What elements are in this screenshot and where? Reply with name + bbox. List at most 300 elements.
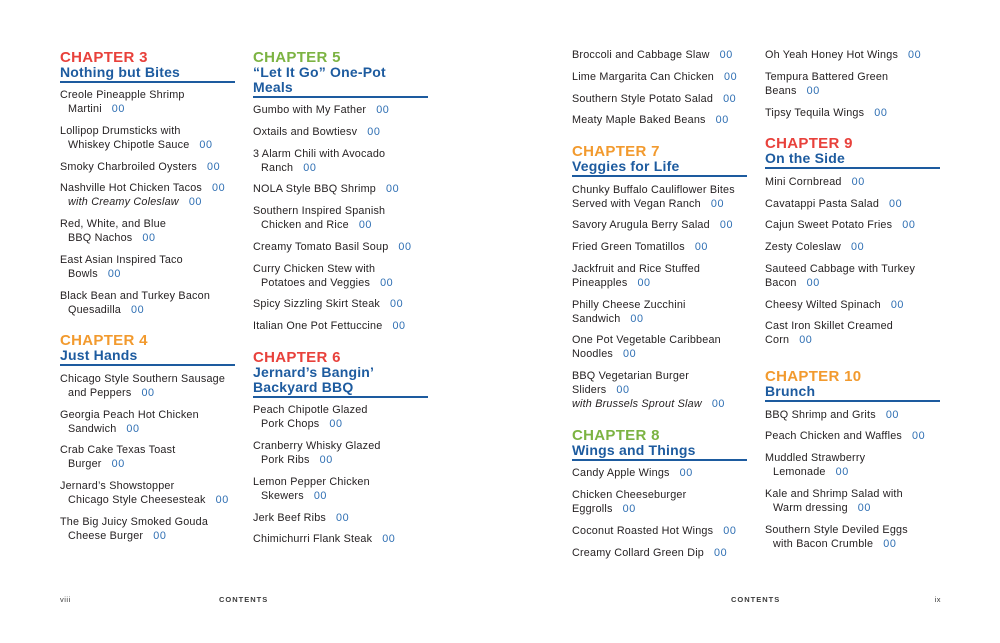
toc-entry	[253, 511, 428, 525]
recipe-title: Lollipop Drumsticks with	[60, 124, 181, 137]
recipe-title: Pork Chops	[261, 418, 320, 431]
entry-page-number: 00	[111, 458, 125, 471]
recipe-title: Tipsy Tequila Wings	[765, 106, 865, 119]
entry-line	[253, 262, 428, 276]
toc-entry	[60, 217, 235, 245]
entry-page-number: 00	[623, 348, 637, 361]
entry-line	[765, 465, 940, 479]
recipe-title: Smoky Charbroiled Oysters	[60, 160, 198, 173]
recipe-title: Chicken and Rice	[261, 219, 349, 231]
recipe-title: Tempura Battered Green	[765, 70, 889, 83]
entry-line	[765, 333, 940, 347]
recipe-title: Creole Pineapple Shrimp	[60, 89, 185, 101]
recipe-title: and Peppers	[68, 386, 132, 399]
toc-entry	[765, 319, 940, 347]
entry-page-number: 00	[392, 320, 406, 332]
entry-line	[572, 502, 747, 516]
entry-line	[253, 276, 428, 290]
entry-line	[765, 276, 940, 290]
entry-line	[60, 181, 235, 195]
entry-line	[765, 262, 940, 276]
recipe-title: Lemon Pepper Chicken	[253, 475, 370, 488]
toc-entry	[253, 182, 428, 196]
recipe-title: Georgia Peach Hot Chicken	[60, 408, 199, 421]
recipe-title: Ranch	[261, 161, 294, 174]
entry-line	[60, 102, 235, 116]
entry-line	[60, 515, 235, 529]
recipe-title: Chimichurri Flank Steak	[253, 533, 373, 546]
entry-page-number: 00	[630, 312, 644, 325]
toc-entry	[765, 523, 940, 551]
toc-entry	[765, 298, 940, 312]
entry-line	[572, 312, 747, 326]
entry-line	[60, 386, 235, 400]
chapter-title-line: Veggies for Life	[572, 158, 680, 174]
recipe-title: Pineapples	[572, 276, 628, 289]
entry-page-number: 00	[131, 303, 145, 316]
entry-line	[765, 298, 940, 312]
toc-entry	[60, 408, 235, 436]
recipe-title: Beans	[765, 84, 797, 97]
recipe-title: Kale and Shrimp Salad with	[765, 487, 903, 500]
entry-page-number: 00	[215, 494, 229, 506]
chapter-heading	[572, 428, 747, 461]
entry-page-number: 00	[319, 454, 333, 466]
toc-entry	[60, 289, 235, 317]
toc-entry	[765, 451, 940, 479]
recipe-title: Southern Style Potato Salad	[572, 92, 714, 105]
chapter-title-line: Meals	[253, 78, 293, 95]
toc-entry	[253, 262, 428, 290]
recipe-title: Creamy Tomato Basil Soup	[253, 240, 389, 253]
entry-page-number: 00	[141, 386, 155, 399]
right-page	[500, 0, 1000, 643]
entry-page-number: 00	[622, 503, 636, 515]
recipe-title: Chicago Style Southern Sausage	[60, 372, 226, 385]
recipe-title: Nashville Hot Chicken Tacos	[60, 182, 203, 195]
recipe-title: 3 Alarm Chili with Avocado	[253, 147, 386, 160]
entry-page-number: 00	[806, 276, 820, 289]
entry-page-number: 00	[207, 160, 221, 173]
entry-line	[765, 240, 940, 254]
entry-line	[765, 48, 940, 62]
entry-variation	[572, 397, 747, 411]
entry-page-number: 00	[303, 161, 317, 174]
entry-line	[60, 267, 235, 281]
entry-page-number: 00	[679, 467, 693, 480]
entry-line	[765, 70, 940, 84]
entry-page-number: 00	[386, 183, 400, 196]
recipe-title: Cavatappi Pasta Salad	[765, 197, 880, 210]
recipe-title: with Bacon Crumble	[773, 537, 874, 550]
toc-entry	[765, 106, 940, 120]
toc-column	[572, 48, 747, 567]
toc-entry	[765, 262, 940, 290]
entry-page-number: 00	[902, 219, 916, 232]
recipe-title: Curry Chicken Stew with	[253, 262, 376, 275]
entry-page-number: 00	[835, 466, 849, 478]
entry-page-number: 00	[390, 298, 404, 311]
entry-line	[572, 197, 747, 211]
toc-entry	[572, 369, 747, 411]
entry-line	[572, 113, 747, 127]
chapter-number: CHAPTER 8	[572, 426, 660, 444]
recipe-title: Coconut Roasted Hot Wings	[572, 524, 714, 537]
recipe-title: Muddled Strawberry	[765, 452, 866, 464]
toc-column	[765, 48, 940, 558]
recipe-title: Whiskey Chipotle Sauce	[68, 138, 190, 151]
toc-entry	[765, 429, 940, 443]
entry-line	[253, 417, 428, 431]
entry-line	[765, 218, 940, 232]
entry-line	[253, 204, 428, 218]
chapter-heading	[253, 50, 428, 98]
entry-page-number: 00	[723, 524, 737, 537]
entry-line	[765, 319, 940, 333]
entry-line	[253, 453, 428, 467]
recipe-title: Jernard’s Showstopper	[60, 480, 175, 492]
chapter-title-line: Nothing but Bites	[60, 63, 181, 80]
toc-entry	[253, 532, 428, 546]
recipe-title: Lime Margarita Can Chicken	[572, 70, 715, 83]
entry-line	[253, 103, 428, 117]
entry-line	[253, 475, 428, 489]
chapter-number: CHAPTER 3	[60, 48, 148, 66]
entry-page-number: 00	[329, 418, 343, 431]
entry-page-number: 00	[883, 537, 897, 550]
toc-entry	[765, 218, 940, 232]
toc-column	[253, 50, 428, 555]
chapter-title	[253, 365, 428, 398]
recipe-title: Gumbo with My Father	[253, 104, 367, 116]
entry-page-number: 00	[694, 241, 709, 253]
recipe-title: Cajun Sweet Potato Fries	[765, 219, 893, 232]
entry-page-number: 00	[111, 103, 126, 115]
recipe-title: Mini Cornbread	[765, 175, 842, 188]
entry-page-number: 00	[719, 219, 734, 232]
recipe-title: Chicago Style Cheesesteak	[68, 494, 206, 506]
entry-page-number: 00	[710, 197, 725, 210]
chapter-title	[572, 443, 747, 461]
toc-entry	[765, 48, 940, 62]
toc-entry	[253, 125, 428, 139]
entry-line	[253, 489, 428, 503]
toc-entry	[572, 298, 747, 326]
chapter-number: CHAPTER 9	[765, 135, 853, 153]
entry-line	[765, 197, 940, 211]
entry-page-number: 00	[890, 298, 905, 311]
entry-line	[572, 466, 747, 480]
entry-page-number: 00	[126, 422, 140, 435]
entry-line	[60, 443, 235, 457]
recipe-title: Jerk Beef Ribs	[253, 511, 327, 524]
entry-line	[572, 546, 747, 560]
entry-line	[765, 523, 940, 537]
page-number: ix	[934, 595, 941, 604]
recipe-title: Quesadilla	[68, 303, 122, 316]
entry-page-number: 00	[336, 511, 350, 524]
entry-page-number: 00	[313, 489, 328, 502]
toc-entry	[60, 88, 235, 116]
toc-entry	[253, 297, 428, 311]
recipe-title: Served with Vegan Ranch	[572, 197, 701, 210]
recipe-title: Potatoes and Veggies	[261, 276, 371, 289]
toc-entry	[60, 372, 235, 400]
chapter-heading	[60, 50, 235, 83]
toc-entry	[765, 487, 940, 515]
entry-page-number: 00	[367, 125, 381, 138]
entry-line	[60, 493, 235, 507]
variation-title: with Brussels Sprout Slaw	[572, 398, 702, 410]
entry-line	[572, 218, 747, 232]
entry-line	[765, 408, 940, 422]
entry-line	[572, 183, 747, 197]
entry-page-number: 00	[616, 384, 630, 396]
recipe-title: Bacon	[765, 276, 797, 289]
recipe-title: Meaty Maple Baked Beans	[572, 114, 706, 127]
entry-page-number: 00	[188, 196, 203, 209]
entry-line	[253, 240, 428, 254]
entry-line	[60, 303, 235, 317]
chapter-title	[60, 348, 235, 366]
recipe-title: Martini	[68, 103, 102, 115]
entry-page-number: 00	[719, 49, 733, 61]
entry-line	[765, 106, 940, 120]
recipe-title: Oh Yeah Honey Hot Wings	[765, 49, 899, 61]
entry-page-number: 00	[380, 276, 394, 289]
entry-page-number: 00	[714, 546, 728, 559]
entry-page-number: 00	[398, 240, 412, 253]
entry-line	[253, 147, 428, 161]
entry-line	[60, 289, 235, 303]
entry-line	[253, 218, 428, 232]
chapter-title-line: Brunch	[765, 383, 816, 399]
toc-entry	[60, 515, 235, 543]
entry-line	[572, 369, 747, 383]
toc-entry	[60, 160, 235, 174]
recipe-title: The Big Juicy Smoked Gouda	[60, 515, 209, 528]
entry-line	[572, 276, 747, 290]
toc-column	[60, 50, 235, 551]
chapter-title-line: On the Side	[765, 150, 845, 167]
running-head: CONTENTS	[219, 595, 269, 604]
recipe-title: BBQ Nachos	[68, 232, 133, 244]
recipe-title: NOLA Style BBQ Shrimp	[253, 183, 377, 196]
recipe-title: Sandwich	[572, 312, 621, 325]
entry-line	[60, 160, 235, 174]
entry-page-number: 00	[885, 408, 900, 421]
entry-line	[765, 537, 940, 551]
entry-line	[60, 217, 235, 231]
entry-line	[60, 253, 235, 267]
recipe-title: Spicy Sizzling Skirt Steak	[253, 298, 381, 311]
entry-line	[60, 124, 235, 138]
toc-entry	[572, 183, 747, 211]
recipe-title: Sliders	[572, 384, 607, 396]
chapter-number: CHAPTER 6	[253, 348, 341, 366]
entry-page-number: 00	[107, 267, 122, 280]
toc-entry	[572, 218, 747, 232]
chapter-number: CHAPTER 10	[765, 368, 862, 385]
entry-page-number: 00	[851, 241, 865, 253]
toc-entry	[572, 113, 747, 127]
chapter-heading	[765, 136, 940, 169]
entry-line	[253, 161, 428, 175]
entry-page-number: 00	[723, 92, 737, 105]
entry-page-number: 00	[199, 138, 213, 151]
recipe-title: Peach Chicken and Waffles	[765, 430, 903, 443]
entry-line	[253, 125, 428, 139]
entry-line	[60, 138, 235, 152]
recipe-title: East Asian Inspired Taco	[60, 253, 183, 266]
recipe-title: Southern Inspired Spanish	[253, 205, 386, 217]
toc-entry	[60, 253, 235, 281]
chapter-heading	[253, 350, 428, 398]
toc-entry	[572, 333, 747, 361]
recipe-title: Skewers	[261, 489, 304, 502]
toc-entry	[572, 466, 747, 480]
chapter-title	[60, 65, 235, 83]
toc-entry	[572, 48, 747, 62]
entry-line	[60, 457, 235, 471]
recipe-title: Savory Arugula Berry Salad	[572, 219, 710, 232]
chapter-title-line: “Let It Go” One-Pot	[253, 63, 386, 80]
toc-entry	[765, 70, 940, 98]
entry-line	[765, 429, 940, 443]
recipe-title: Corn	[765, 334, 790, 347]
chapter-title-line: Jernard’s Bangin’	[253, 363, 375, 380]
toc-entry	[572, 70, 747, 84]
entry-page-number: 00	[912, 430, 926, 443]
entry-page-number: 00	[857, 501, 872, 514]
entry-page-number: 00	[376, 104, 390, 116]
running-head: CONTENTS	[731, 595, 781, 604]
entry-line	[572, 48, 747, 62]
toc-entry	[572, 240, 747, 254]
recipe-title: Zesty Coleslaw	[765, 241, 842, 253]
toc-entry	[253, 240, 428, 254]
toc-entry	[572, 488, 747, 516]
entry-page-number: 00	[637, 276, 651, 289]
recipe-title: BBQ Shrimp and Grits	[765, 408, 876, 421]
variation-title: with Creamy Coleslaw	[68, 196, 179, 209]
entry-line	[253, 511, 428, 525]
entry-page-number: 00	[153, 529, 167, 542]
entry-page-number: 00	[799, 334, 813, 347]
recipe-title: Jackfruit and Rice Stuffed	[572, 262, 701, 275]
toc-entry	[765, 197, 940, 211]
recipe-title: Eggrolls	[572, 503, 613, 515]
toc-entry	[572, 262, 747, 290]
entry-line	[253, 319, 428, 333]
recipe-title: Candy Apple Wings	[572, 467, 670, 480]
toc-entry	[253, 204, 428, 232]
chapter-title	[253, 65, 428, 98]
recipe-title: Cheese Burger	[68, 529, 144, 542]
recipe-title: Crab Cake Texas Toast	[60, 444, 176, 457]
recipe-title: Noodles	[572, 348, 614, 361]
entry-line	[572, 488, 747, 502]
toc-entry	[253, 147, 428, 175]
recipe-title: Broccoli and Cabbage Slaw	[572, 49, 710, 61]
chapter-title	[765, 151, 940, 169]
toc-entry	[572, 92, 747, 106]
entry-line	[253, 182, 428, 196]
entry-line	[253, 439, 428, 453]
entry-line	[765, 175, 940, 189]
entry-line	[253, 403, 428, 417]
entry-line	[60, 408, 235, 422]
chapter-title-line: Backyard BBQ	[253, 378, 354, 395]
entry-variation	[60, 195, 235, 209]
recipe-title: Italian One Pot Fettuccine	[253, 320, 383, 332]
recipe-title: Philly Cheese Zucchini	[572, 298, 686, 311]
entry-page-number: 00	[142, 232, 156, 244]
recipe-title: Red, White, and Blue	[60, 218, 167, 230]
toc-entry	[253, 319, 428, 333]
chapter-number: CHAPTER 7	[572, 143, 660, 160]
entry-line	[60, 529, 235, 543]
recipe-title: Cheesy Wilted Spinach	[765, 298, 881, 311]
entry-line	[253, 297, 428, 311]
chapter-title	[572, 159, 747, 177]
chapter-title-line: Wings and Things	[572, 441, 696, 458]
recipe-title: Peach Chipotle Glazed	[253, 404, 368, 417]
entry-page-number: 00	[908, 49, 922, 61]
toc-entry	[572, 524, 747, 538]
toc-entry	[765, 408, 940, 422]
recipe-title: Sauteed Cabbage with Turkey	[765, 262, 916, 275]
entry-line	[765, 451, 940, 465]
entry-line	[765, 84, 940, 98]
entry-line	[60, 372, 235, 386]
entry-line	[60, 422, 235, 436]
recipe-title: One Pot Vegetable Caribbean	[572, 334, 721, 347]
entry-line	[60, 231, 235, 245]
entry-line	[60, 88, 235, 102]
entry-page-number: 00	[711, 398, 726, 410]
entry-line	[572, 298, 747, 312]
entry-line	[572, 333, 747, 347]
chapter-number: CHAPTER 4	[60, 332, 148, 350]
recipe-title: Chicken Cheeseburger	[572, 489, 687, 501]
toc-entry	[253, 475, 428, 503]
recipe-title: BBQ Vegetarian Burger	[572, 370, 690, 382]
entry-line	[253, 532, 428, 546]
page-number: viii	[60, 595, 71, 604]
entry-line	[572, 383, 747, 397]
entry-line	[572, 347, 747, 361]
toc-entry	[60, 443, 235, 471]
toc-entry	[60, 181, 235, 209]
toc-entry	[253, 103, 428, 117]
entry-page-number: 00	[358, 219, 373, 231]
recipe-title: Warm dressing	[773, 501, 848, 514]
entry-page-number: 00	[212, 182, 226, 195]
toc-entry	[60, 124, 235, 152]
recipe-title: Cast Iron Skillet Creamed	[765, 320, 894, 333]
entry-page-number: 00	[889, 197, 903, 210]
recipe-title: Chunky Buffalo Cauliflower Bites	[572, 183, 735, 196]
recipe-title: Bowls	[68, 267, 98, 280]
entry-line	[572, 92, 747, 106]
toc-entry	[765, 175, 940, 189]
toc-entry	[60, 479, 235, 507]
entry-line	[60, 479, 235, 493]
entry-line	[572, 524, 747, 538]
chapter-heading	[60, 333, 235, 366]
entry-page-number: 00	[715, 114, 729, 127]
